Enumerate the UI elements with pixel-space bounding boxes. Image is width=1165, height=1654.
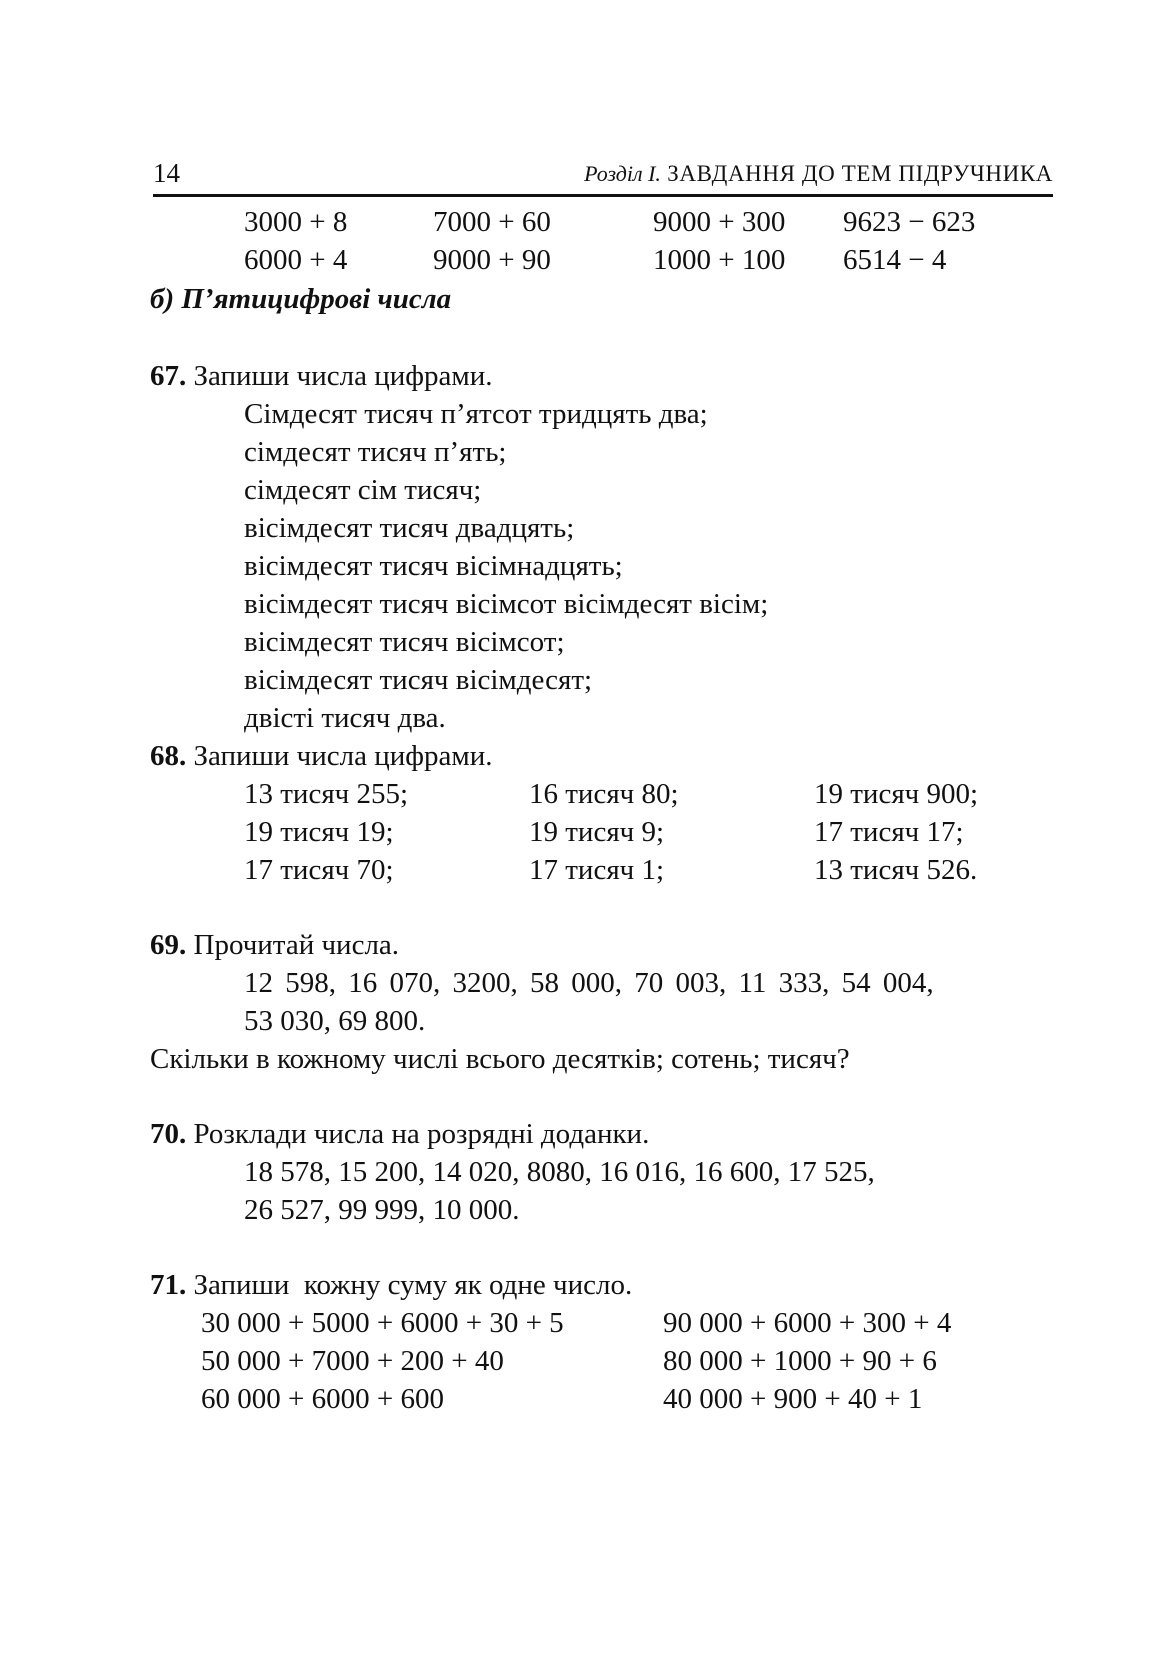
list-item: сімдесят сім тисяч; <box>244 474 482 506</box>
list-item: 19 тисяч 9; <box>529 816 665 848</box>
expression: 40 000 + 900 + 40 + 1 <box>663 1383 923 1415</box>
section-title: б) П’ятицифрові числа <box>150 283 452 315</box>
expression: 6514 − 4 <box>843 244 947 276</box>
exercise-67-heading <box>150 359 493 393</box>
expression: 9000 + 90 <box>433 244 551 276</box>
expression: 6000 + 4 <box>244 244 348 276</box>
exercise-title: Запиши кожну суму як одне число. <box>193 1269 633 1301</box>
exercise-title: Прочитай числа. <box>193 929 400 961</box>
expression: 9000 + 300 <box>653 206 786 238</box>
exercise-title: Запиши числа цифрами. <box>193 740 493 772</box>
list-item: вісімдесят тисяч вісімдесят; <box>244 664 593 696</box>
expression: 30 000 + 5000 + 6000 + 30 + 5 <box>201 1307 564 1339</box>
exercise-number: 68. <box>150 740 187 772</box>
list-item: 17 тисяч 17; <box>814 816 964 848</box>
page-number: 14 <box>153 158 180 188</box>
list-item: вісімдесят тисяч двадцять; <box>244 512 575 544</box>
expression: 60 000 + 6000 + 600 <box>201 1383 444 1415</box>
exercise-question: Скільки в кожному числі всього десятків; сотень; тисяч? <box>150 1043 850 1075</box>
exercise-number: 69. <box>150 929 187 961</box>
list-item: 19 тисяч 900; <box>814 778 979 810</box>
exercise-71-heading <box>150 1268 632 1302</box>
list-item: 13 тисяч 526. <box>814 854 978 886</box>
list-item: вісімдесят тисяч вісімнадцять; <box>244 550 623 582</box>
list-item: 13 тисяч 255; <box>244 778 409 810</box>
number-list: 26 527, 99 999, 10 000. <box>244 1194 520 1226</box>
list-item: Сімдесят тисяч п’ятсот тридцять два; <box>244 398 708 430</box>
expression: 9623 − 623 <box>843 206 976 238</box>
list-item: вісімдесят тисяч вісімсот вісімдесят вісім; <box>244 588 769 620</box>
list-item: сімдесят тисяч п’ять; <box>244 436 507 468</box>
exercise-70-heading <box>150 1117 649 1151</box>
chapter-label: Розділ I. <box>584 161 661 186</box>
list-item: двісті тисяч два. <box>244 702 446 734</box>
number-list: 18 578, 15 200, 14 020, 8080, 16 016, 16 600, 17 525, <box>244 1156 875 1188</box>
number-list: 12 598, 16 070, 3200, 58 000, 70 003, 11 333, 54 004, <box>244 967 934 999</box>
list-item: вісімдесят тисяч вісімсот; <box>244 626 565 658</box>
number-list: 53 030, 69 800. <box>244 1005 426 1037</box>
exercise-number: 67. <box>150 360 187 392</box>
expression: 3000 + 8 <box>244 206 348 238</box>
exercise-69-heading <box>150 928 399 962</box>
expression: 1000 + 100 <box>653 244 786 276</box>
running-header <box>584 160 1053 188</box>
list-item: 17 тисяч 1; <box>529 854 665 886</box>
list-item: 17 тисяч 70; <box>244 854 394 886</box>
exercise-title: Розклади числа на розрядні доданки. <box>193 1118 650 1150</box>
chapter-title: ЗАВДАННЯ ДО ТЕМ ПІДРУЧНИКА <box>660 161 1053 186</box>
exercise-number: 71. <box>150 1269 187 1301</box>
exercise-number: 70. <box>150 1118 187 1150</box>
expression: 7000 + 60 <box>433 206 551 238</box>
expression: 90 000 + 6000 + 300 + 4 <box>663 1307 952 1339</box>
exercise-68-heading <box>150 739 493 773</box>
expression: 80 000 + 1000 + 90 + 6 <box>663 1345 937 1377</box>
list-item: 16 тисяч 80; <box>529 778 679 810</box>
list-item: 19 тисяч 19; <box>244 816 394 848</box>
expression: 50 000 + 7000 + 200 + 40 <box>201 1345 504 1377</box>
exercise-title: Запиши числа цифрами. <box>193 360 493 392</box>
header-rule <box>153 194 1053 197</box>
